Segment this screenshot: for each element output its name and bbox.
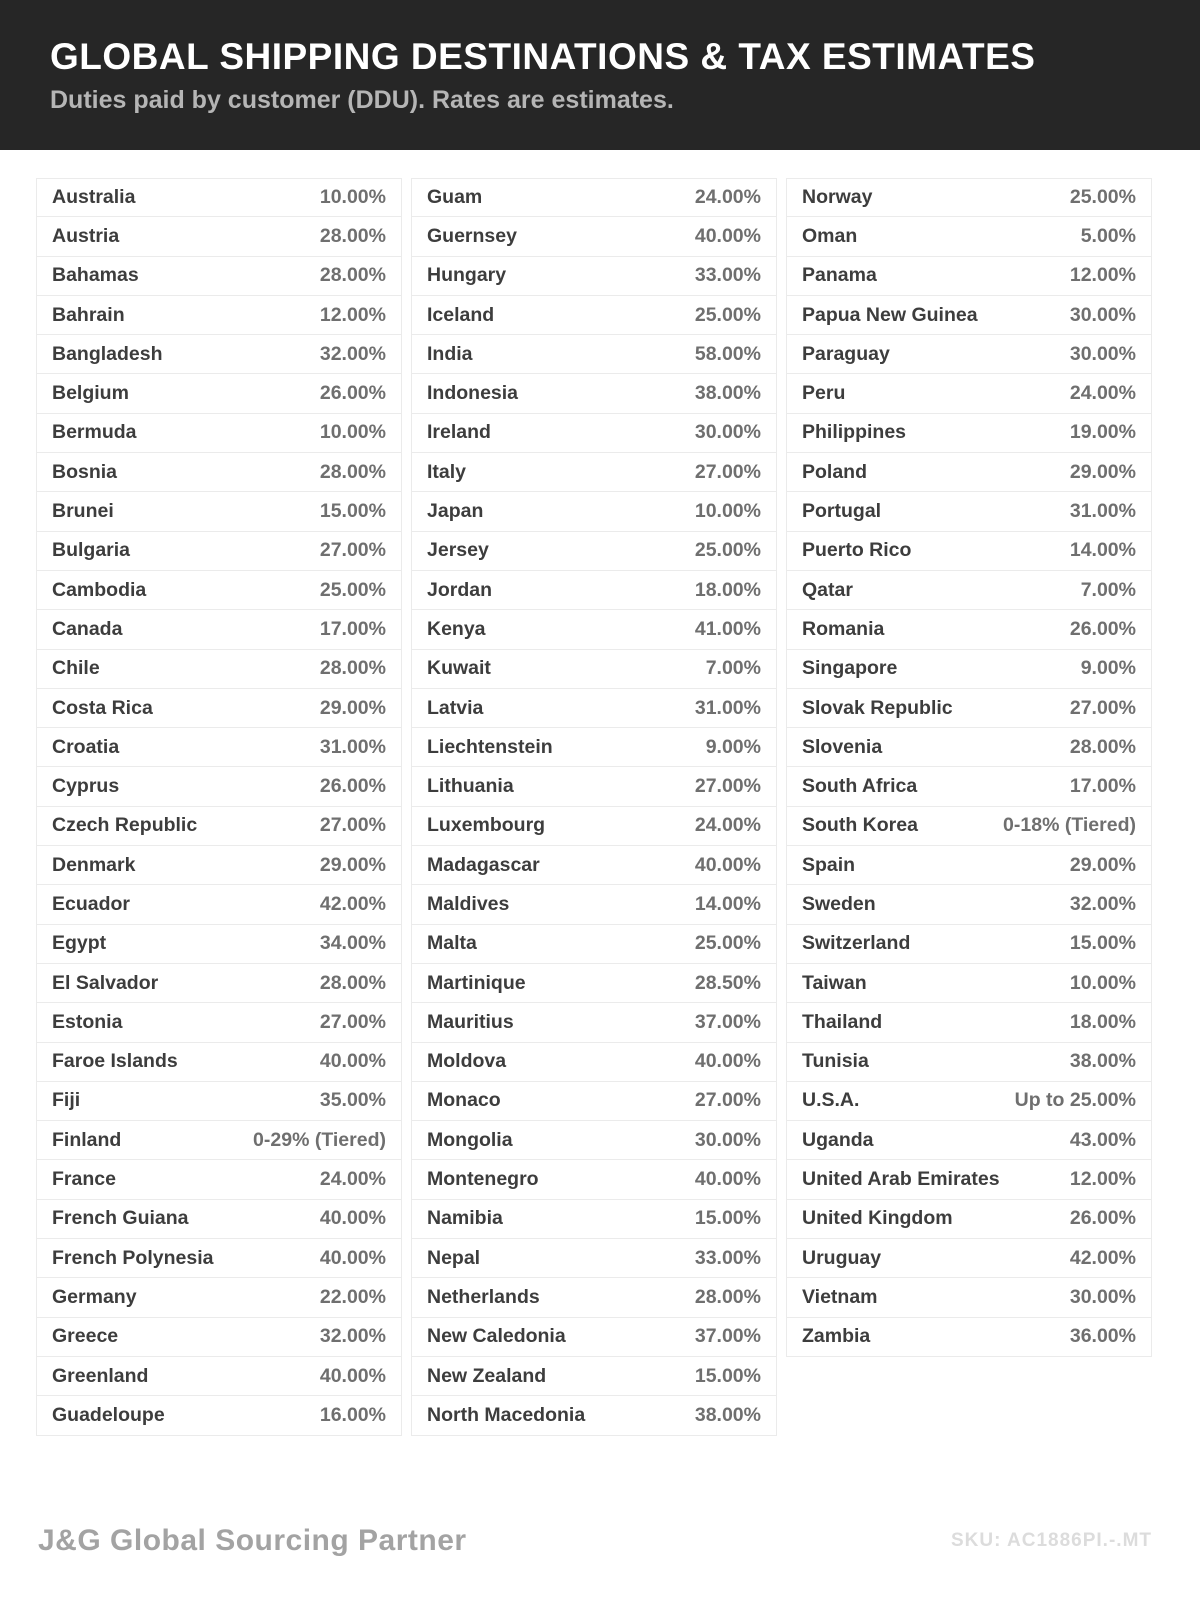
header	[0, 0, 1200, 150]
tax-rate: 10.00%	[319, 421, 386, 444]
table-row	[786, 178, 1152, 217]
table-row	[36, 1396, 402, 1435]
footer	[38, 1524, 1152, 1558]
country-name: Italy	[427, 460, 467, 483]
tax-rate: 12.00%	[1069, 264, 1136, 287]
country-name: Cyprus	[52, 775, 120, 798]
tax-rate: 0-29% (Tiered)	[253, 1128, 386, 1151]
tax-rate: 9.00%	[705, 735, 761, 758]
table-row	[36, 335, 402, 374]
table-row	[786, 571, 1152, 610]
country-name: Namibia	[427, 1207, 503, 1230]
tax-rate: 40.00%	[694, 1168, 761, 1191]
table-row	[786, 217, 1152, 256]
country-name: Costa Rica	[52, 696, 153, 719]
country-name: Montenegro	[427, 1168, 539, 1191]
country-name: New Zealand	[427, 1364, 547, 1387]
tax-rate: 30.00%	[1069, 1285, 1136, 1308]
tax-rate: 33.00%	[694, 264, 761, 287]
table-row	[786, 257, 1152, 296]
country-name: Tunisia	[802, 1050, 869, 1073]
table-row	[411, 1318, 777, 1357]
country-name: Papua New Guinea	[802, 303, 978, 326]
tax-rate: 32.00%	[319, 1325, 386, 1348]
tax-rate: 38.00%	[694, 382, 761, 405]
table-row	[411, 650, 777, 689]
tax-rate: 26.00%	[1069, 1207, 1136, 1230]
tax-rate: 40.00%	[319, 1050, 386, 1073]
table-row	[411, 296, 777, 335]
tax-rate: 40.00%	[319, 1246, 386, 1269]
tax-rate: Up to 25.00%	[1014, 1089, 1136, 1112]
country-name: Poland	[802, 460, 868, 483]
table-row	[36, 178, 402, 217]
table-row	[786, 1043, 1152, 1082]
table-row	[36, 1318, 402, 1357]
country-name: French Guiana	[52, 1207, 189, 1230]
tax-rate: 40.00%	[694, 1050, 761, 1073]
table-row	[786, 296, 1152, 335]
table-row	[411, 728, 777, 767]
tax-rate: 25.00%	[694, 539, 761, 562]
table-row	[411, 1121, 777, 1160]
tax-rate: 15.00%	[694, 1207, 761, 1230]
country-name: Chile	[52, 657, 100, 680]
country-name: Luxembourg	[427, 814, 546, 837]
country-name: Denmark	[52, 853, 136, 876]
table-row	[786, 453, 1152, 492]
tax-rate: 28.00%	[319, 264, 386, 287]
country-name: Puerto Rico	[802, 539, 912, 562]
table-row	[36, 650, 402, 689]
tax-rate: 5.00%	[1080, 224, 1136, 247]
table-row	[36, 1200, 402, 1239]
tax-rate: 32.00%	[319, 342, 386, 365]
table-row	[36, 925, 402, 964]
country-name: Qatar	[802, 578, 853, 601]
country-name: Switzerland	[802, 932, 911, 955]
tax-rate: 28.00%	[1069, 735, 1136, 758]
tax-rate: 37.00%	[694, 1325, 761, 1348]
country-name: Zambia	[802, 1325, 871, 1348]
table-row	[36, 453, 402, 492]
table-row	[36, 374, 402, 413]
table-row	[786, 610, 1152, 649]
tax-rate: 25.00%	[694, 932, 761, 955]
table-row	[786, 689, 1152, 728]
table-row	[786, 807, 1152, 846]
table-row	[36, 767, 402, 806]
tax-rate: 14.00%	[694, 892, 761, 915]
tax-rate: 31.00%	[319, 735, 386, 758]
table-row	[411, 1396, 777, 1435]
tax-rate: 10.00%	[694, 500, 761, 523]
country-name: Philippines	[802, 421, 907, 444]
tax-rate: 24.00%	[694, 186, 761, 209]
table-row	[36, 1121, 402, 1160]
table-row	[411, 610, 777, 649]
tax-rate: 22.00%	[319, 1285, 386, 1308]
tax-rate: 27.00%	[319, 814, 386, 837]
tax-rate: 28.00%	[694, 1285, 761, 1308]
table-row	[36, 532, 402, 571]
country-name: Netherlands	[427, 1285, 540, 1308]
table-row	[411, 1043, 777, 1082]
table-row	[36, 610, 402, 649]
table-row	[411, 571, 777, 610]
country-name: Bosnia	[52, 460, 118, 483]
tax-rate: 40.00%	[319, 1207, 386, 1230]
table-row	[411, 846, 777, 885]
tax-rate: 34.00%	[319, 932, 386, 955]
country-name: Slovenia	[802, 735, 883, 758]
tax-rate: 27.00%	[319, 539, 386, 562]
table-row	[786, 767, 1152, 806]
table-row	[786, 1278, 1152, 1317]
country-name: Australia	[52, 186, 136, 209]
table-row	[786, 1121, 1152, 1160]
tax-rate: 31.00%	[1069, 500, 1136, 523]
tax-rate: 30.00%	[694, 1128, 761, 1151]
country-name: Croatia	[52, 735, 120, 758]
table-row	[786, 1239, 1152, 1278]
tax-rate: 33.00%	[694, 1246, 761, 1269]
rate-column	[786, 178, 1152, 1357]
table-row	[36, 1239, 402, 1278]
tax-rate: 28.00%	[319, 224, 386, 247]
country-name: Nepal	[427, 1246, 481, 1269]
tax-rate: 17.00%	[319, 617, 386, 640]
tax-rate: 42.00%	[1069, 1246, 1136, 1269]
table-row	[36, 1043, 402, 1082]
table-row	[411, 453, 777, 492]
table-row	[36, 807, 402, 846]
rates-table	[36, 178, 1152, 1436]
country-name: Thailand	[802, 1010, 883, 1033]
country-name: Panama	[802, 264, 877, 287]
tax-rate: 24.00%	[319, 1168, 386, 1191]
tax-rate: 15.00%	[694, 1364, 761, 1387]
country-name: Norway	[802, 186, 873, 209]
table-row	[786, 374, 1152, 413]
tax-rate: 15.00%	[319, 500, 386, 523]
tax-rate: 25.00%	[319, 578, 386, 601]
country-name: Guam	[427, 186, 483, 209]
tax-rate: 58.00%	[694, 342, 761, 365]
table-row	[411, 178, 777, 217]
country-name: Iceland	[427, 303, 495, 326]
table-row	[786, 925, 1152, 964]
tax-rate: 28.00%	[319, 657, 386, 680]
country-name: New Caledonia	[427, 1325, 566, 1348]
table-row	[411, 1239, 777, 1278]
country-name: United Arab Emirates	[802, 1168, 1000, 1191]
country-name: Taiwan	[802, 971, 867, 994]
country-name: Vietnam	[802, 1285, 878, 1308]
rate-column	[411, 178, 777, 1436]
country-name: Canada	[52, 617, 123, 640]
table-row	[786, 532, 1152, 571]
table-row	[411, 925, 777, 964]
tax-rate: 12.00%	[319, 303, 386, 326]
table-row	[786, 964, 1152, 1003]
country-name: Mongolia	[427, 1128, 513, 1151]
tax-rate: 36.00%	[1069, 1325, 1136, 1348]
tax-rate: 7.00%	[1080, 578, 1136, 601]
table-row	[411, 767, 777, 806]
country-name: Brunei	[52, 500, 114, 523]
tax-rate: 10.00%	[319, 186, 386, 209]
table-row	[36, 846, 402, 885]
country-name: Bahamas	[52, 264, 139, 287]
tax-rate: 17.00%	[1069, 775, 1136, 798]
tax-rate: 32.00%	[1069, 892, 1136, 915]
table-row	[411, 217, 777, 256]
tax-rate: 29.00%	[319, 853, 386, 876]
country-name: Portugal	[802, 500, 882, 523]
country-name: El Salvador	[52, 971, 159, 994]
table-row	[36, 571, 402, 610]
tax-rate: 27.00%	[694, 775, 761, 798]
country-name: Romania	[802, 617, 885, 640]
table-row	[36, 414, 402, 453]
page-title: GLOBAL SHIPPING DESTINATIONS & TAX ESTIMATES	[50, 35, 1036, 77]
tax-rate: 26.00%	[319, 775, 386, 798]
table-row	[36, 1003, 402, 1042]
country-name: Moldova	[427, 1050, 507, 1073]
country-name: North Macedonia	[427, 1403, 586, 1426]
table-row	[411, 532, 777, 571]
country-name: Uganda	[802, 1128, 874, 1151]
country-name: Cambodia	[52, 578, 147, 601]
country-name: Martinique	[427, 971, 526, 994]
tax-rate: 43.00%	[1069, 1128, 1136, 1151]
table-row	[411, 1278, 777, 1317]
tax-rate: 30.00%	[1069, 303, 1136, 326]
tax-rate: 25.00%	[1069, 186, 1136, 209]
tax-rate: 42.00%	[319, 892, 386, 915]
tax-rate: 16.00%	[319, 1403, 386, 1426]
country-name: Ireland	[427, 421, 491, 444]
tax-rate: 38.00%	[694, 1403, 761, 1426]
table-row	[36, 296, 402, 335]
tax-rate: 27.00%	[694, 1089, 761, 1112]
table-row	[786, 650, 1152, 689]
table-row	[786, 1160, 1152, 1199]
table-row	[36, 964, 402, 1003]
country-name: Oman	[802, 224, 858, 247]
country-name: Finland	[52, 1128, 122, 1151]
country-name: U.S.A.	[802, 1089, 860, 1112]
table-row	[36, 689, 402, 728]
country-name: Maldives	[427, 892, 510, 915]
country-name: South Korea	[802, 814, 918, 837]
table-row	[36, 492, 402, 531]
country-name: Sweden	[802, 892, 876, 915]
table-row	[411, 689, 777, 728]
tax-rate: 40.00%	[694, 224, 761, 247]
table-row	[36, 1357, 402, 1396]
country-name: Germany	[52, 1285, 137, 1308]
table-row	[411, 335, 777, 374]
country-name: United Kingdom	[802, 1207, 953, 1230]
tax-rate: 24.00%	[1069, 382, 1136, 405]
country-name: Jordan	[427, 578, 493, 601]
tax-rate: 37.00%	[694, 1010, 761, 1033]
tax-rate: 19.00%	[1069, 421, 1136, 444]
country-name: Hungary	[427, 264, 507, 287]
table-row	[36, 1160, 402, 1199]
table-row	[36, 217, 402, 256]
tax-rate: 25.00%	[694, 303, 761, 326]
tax-rate: 30.00%	[694, 421, 761, 444]
country-name: Lithuania	[427, 775, 514, 798]
tax-rate: 29.00%	[1069, 853, 1136, 876]
table-row	[411, 1082, 777, 1121]
tax-rate: 26.00%	[1069, 617, 1136, 640]
country-name: Indonesia	[427, 382, 519, 405]
country-name: Kenya	[427, 617, 486, 640]
table-row	[786, 492, 1152, 531]
country-name: French Polynesia	[52, 1246, 214, 1269]
tax-rate: 27.00%	[319, 1010, 386, 1033]
tax-rate: 31.00%	[694, 696, 761, 719]
table-row	[786, 1003, 1152, 1042]
tax-rate: 40.00%	[694, 853, 761, 876]
tax-rate: 24.00%	[694, 814, 761, 837]
country-name: Greece	[52, 1325, 119, 1348]
country-name: South Africa	[802, 775, 918, 798]
table-row	[411, 1003, 777, 1042]
country-name: Bangladesh	[52, 342, 163, 365]
table-row	[411, 1200, 777, 1239]
tax-rate: 28.50%	[694, 971, 761, 994]
tax-rate: 18.00%	[1069, 1010, 1136, 1033]
table-row	[411, 885, 777, 924]
tax-rate: 9.00%	[1080, 657, 1136, 680]
tax-rate: 30.00%	[1069, 342, 1136, 365]
country-name: Singapore	[802, 657, 898, 680]
table-row	[36, 885, 402, 924]
country-name: Slovak Republic	[802, 696, 953, 719]
table-row	[786, 1082, 1152, 1121]
tax-rate: 14.00%	[1069, 539, 1136, 562]
country-name: Peru	[802, 382, 846, 405]
country-name: Paraguay	[802, 342, 890, 365]
tax-rate: 7.00%	[705, 657, 761, 680]
table-row	[36, 1278, 402, 1317]
tax-rate: 15.00%	[1069, 932, 1136, 955]
table-row	[411, 374, 777, 413]
table-row	[36, 257, 402, 296]
country-name: Bulgaria	[52, 539, 131, 562]
country-name: Guadeloupe	[52, 1403, 165, 1426]
country-name: Czech Republic	[52, 814, 198, 837]
country-name: Latvia	[427, 696, 484, 719]
country-name: Estonia	[52, 1010, 123, 1033]
country-name: Kuwait	[427, 657, 491, 680]
country-name: Bahrain	[52, 303, 125, 326]
table-row	[786, 846, 1152, 885]
country-name: Malta	[427, 932, 477, 955]
table-row	[411, 414, 777, 453]
country-name: Spain	[802, 853, 856, 876]
tax-rate: 12.00%	[1069, 1168, 1136, 1191]
sku-label: SKU: AC1886PI.-.MT	[951, 1529, 1152, 1551]
tax-rate: 28.00%	[319, 460, 386, 483]
tax-rate: 27.00%	[694, 460, 761, 483]
table-row	[786, 885, 1152, 924]
country-name: Mauritius	[427, 1010, 514, 1033]
tax-rate: 26.00%	[319, 382, 386, 405]
country-name: Monaco	[427, 1089, 501, 1112]
table-row	[36, 728, 402, 767]
tax-rate: 41.00%	[694, 617, 761, 640]
country-name: France	[52, 1168, 116, 1191]
country-name: Jersey	[427, 539, 489, 562]
brand-name: J&G Global Sourcing Partner	[38, 1523, 467, 1557]
country-name: Liechtenstein	[427, 735, 553, 758]
country-name: Greenland	[52, 1364, 149, 1387]
country-name: Fiji	[52, 1089, 81, 1112]
country-name: Guernsey	[427, 224, 517, 247]
rate-column	[36, 178, 402, 1436]
tax-rate: 35.00%	[319, 1089, 386, 1112]
table-row	[786, 414, 1152, 453]
country-name: Ecuador	[52, 892, 131, 915]
country-name: Faroe Islands	[52, 1050, 178, 1073]
country-name: Bermuda	[52, 421, 137, 444]
country-name: Egypt	[52, 932, 107, 955]
table-row	[786, 1200, 1152, 1239]
country-name: Belgium	[52, 382, 129, 405]
country-name: Madagascar	[427, 853, 540, 876]
country-name: Uruguay	[802, 1246, 882, 1269]
tax-rate: 29.00%	[1069, 460, 1136, 483]
table-row	[411, 964, 777, 1003]
tax-rate: 38.00%	[1069, 1050, 1136, 1073]
country-name: India	[427, 342, 473, 365]
table-row	[36, 1082, 402, 1121]
page-subtitle: Duties paid by customer (DDU). Rates are estimates.	[50, 85, 674, 114]
table-row	[411, 257, 777, 296]
tax-rate: 29.00%	[319, 696, 386, 719]
tax-rate: 40.00%	[319, 1364, 386, 1387]
tax-rate: 27.00%	[1069, 696, 1136, 719]
tax-rate: 0-18% (Tiered)	[1003, 814, 1136, 837]
tax-rate: 28.00%	[319, 971, 386, 994]
country-name: Japan	[427, 500, 484, 523]
table-row	[411, 1357, 777, 1396]
tax-rate: 18.00%	[694, 578, 761, 601]
table-row	[411, 1160, 777, 1199]
table-row	[411, 492, 777, 531]
table-row	[786, 728, 1152, 767]
table-row	[411, 807, 777, 846]
tax-rate: 10.00%	[1069, 971, 1136, 994]
country-name: Austria	[52, 224, 120, 247]
table-row	[786, 335, 1152, 374]
table-row	[786, 1318, 1152, 1357]
